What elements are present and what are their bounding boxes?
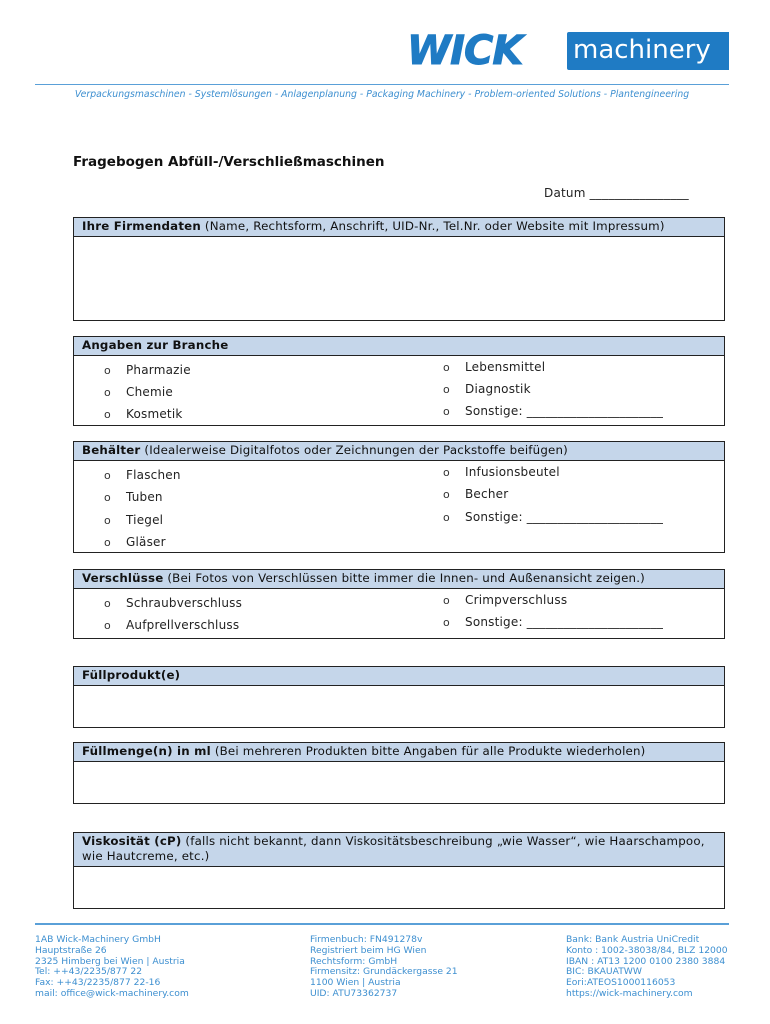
section-viscosity-label: Viskosität (cP)	[82, 834, 182, 848]
option-tiegel[interactable]: o Tiegel	[104, 513, 164, 527]
section-closures-note: (Bei Fotos von Verschlüssen bitte immer die Innen- und Außenansicht zeigen.)	[163, 571, 645, 585]
footer-email-link[interactable]: mail: office@wick-machinery.com	[35, 987, 189, 999]
checkbox-bullet[interactable]: o	[443, 488, 450, 501]
section-fill-quantity	[73, 742, 725, 804]
option-becher[interactable]: o Becher	[443, 487, 509, 501]
option-diagnostik[interactable]: o Diagnostik	[443, 382, 531, 396]
checkbox-bullet[interactable]: o	[104, 536, 111, 549]
fill-quantity-input-area[interactable]	[74, 762, 724, 806]
option-glaeser[interactable]: o Gläser	[104, 535, 166, 549]
header-divider	[35, 84, 729, 85]
date-field[interactable]: Datum ________________	[544, 186, 689, 200]
section-fill-product	[73, 666, 725, 728]
option-chemie[interactable]: o Chemie	[104, 385, 173, 399]
section-industry-header	[74, 337, 724, 356]
option-lebensmittel[interactable]: o Lebensmittel	[443, 360, 546, 374]
section-closures-header	[74, 570, 724, 589]
option-pharmazie[interactable]: o Pharmazie	[104, 363, 191, 377]
viscosity-input-area[interactable]	[74, 867, 724, 911]
footer-bank-info: Bank: Bank Austria UniCredit Konto : 1002-38038/84, BLZ 12000 IBAN : AT13 1200 0100 2380 3884 BIC: BKAUATWW Eori:ATEOS1000116053 https://wick-machinery.com	[566, 934, 728, 999]
fill-product-input-area[interactable]	[74, 686, 724, 730]
option-aufprellverschluss[interactable]: o Aufprellverschluss	[104, 618, 240, 632]
section-viscosity-header	[74, 833, 724, 867]
checkbox-bullet[interactable]: o	[104, 514, 111, 527]
option-flaschen[interactable]: o Flaschen	[104, 468, 181, 482]
option-crimpverschluss[interactable]: o Crimpverschluss	[443, 593, 568, 607]
option-infusionsbeutel[interactable]: o Infusionsbeutel	[443, 465, 560, 479]
checkbox-bullet[interactable]: o	[104, 469, 111, 482]
section-fill-product-header	[74, 667, 724, 686]
section-company-data-note: (Name, Rechtsform, Anschrift, UID-Nr., Tel.Nr. oder Website mit Impressum)	[200, 219, 665, 233]
section-containers-header	[74, 442, 724, 461]
company-data-input-area[interactable]	[74, 237, 724, 309]
checkbox-bullet[interactable]: o	[104, 597, 111, 610]
checkbox-bullet[interactable]: o	[443, 511, 450, 524]
option-sonstige-branche[interactable]: o Sonstige: ______________________	[443, 404, 664, 418]
company-logo	[407, 30, 729, 72]
section-company-data-label: Ihre Firmendaten	[82, 219, 201, 233]
footer-website-link[interactable]: https://wick-machinery.com	[566, 987, 693, 999]
section-fill-quantity-header	[74, 743, 724, 762]
section-viscosity-note: (falls nicht bekannt, dann Viskositätsbeschreibung „wie Wasser“, wie Haarschampoo, wie Hautcreme, etc.)	[82, 834, 705, 863]
checkbox-bullet[interactable]: o	[104, 491, 111, 504]
section-company-data	[73, 217, 725, 321]
section-industry	[73, 336, 725, 426]
section-fill-quantity-label: Füllmenge(n) in ml	[82, 744, 211, 758]
footer-company-address: 1AB Wick-Machinery GmbH Hauptstraße 26 2325 Himberg bei Wien | Austria Tel: ++43/2235/877 22 Fax: ++43/2235/877 22-16 mail: office@wick-machinery.com	[35, 934, 189, 999]
checkbox-bullet[interactable]: o	[104, 408, 111, 421]
checkbox-bullet[interactable]: o	[104, 364, 111, 377]
section-industry-label: Angaben zur Branche	[82, 338, 229, 352]
option-sonstige-behaelter[interactable]: o Sonstige: ______________________	[443, 510, 664, 524]
section-containers-label: Behälter	[82, 443, 141, 457]
tagline: Verpackungsmaschinen - Systemlösungen - Anlagenplanung - Packaging Machinery - Problem-oriented Solutions - Plantengineering	[74, 89, 690, 100]
section-viscosity	[73, 832, 725, 909]
option-sonstige-verschluss[interactable]: o Sonstige: ______________________	[443, 615, 664, 629]
option-schraubverschluss[interactable]: o Schraubverschluss	[104, 596, 243, 610]
logo-machinery-text: machinery	[567, 32, 729, 70]
section-fill-product-label: Füllprodukt(e)	[82, 668, 181, 682]
checkbox-bullet[interactable]: o	[443, 405, 450, 418]
section-company-data-header	[74, 218, 724, 237]
checkbox-bullet[interactable]: o	[104, 619, 111, 632]
checkbox-bullet[interactable]: o	[443, 383, 450, 396]
checkbox-bullet[interactable]: o	[443, 466, 450, 479]
checkbox-bullet[interactable]: o	[443, 594, 450, 607]
footer-registry-info: Firmenbuch: FN491278v Registriert beim HG Wien Rechtsform: GmbH Firmensitz: Grundäckergasse 21 1100 Wien | Austria UID: ATU73362737	[310, 934, 458, 999]
section-closures-label: Verschlüsse	[82, 571, 164, 585]
checkbox-bullet[interactable]: o	[443, 616, 450, 629]
section-closures	[73, 569, 725, 639]
checkbox-bullet[interactable]: o	[104, 386, 111, 399]
section-containers	[73, 441, 725, 553]
section-fill-quantity-note: (Bei mehreren Produkten bitte Angaben für alle Produkte wiederholen)	[210, 744, 646, 758]
page-title: Fragebogen Abfüll-/Verschließmaschinen	[73, 154, 385, 170]
logo-wick-text: WICK	[407, 28, 523, 74]
option-kosmetik[interactable]: o Kosmetik	[104, 407, 183, 421]
option-tuben[interactable]: o Tuben	[104, 490, 163, 504]
checkbox-bullet[interactable]: o	[443, 361, 450, 374]
footer-divider	[35, 923, 729, 925]
section-containers-note: (Idealerweise Digitalfotos oder Zeichnungen der Packstoffe beifügen)	[140, 443, 568, 457]
